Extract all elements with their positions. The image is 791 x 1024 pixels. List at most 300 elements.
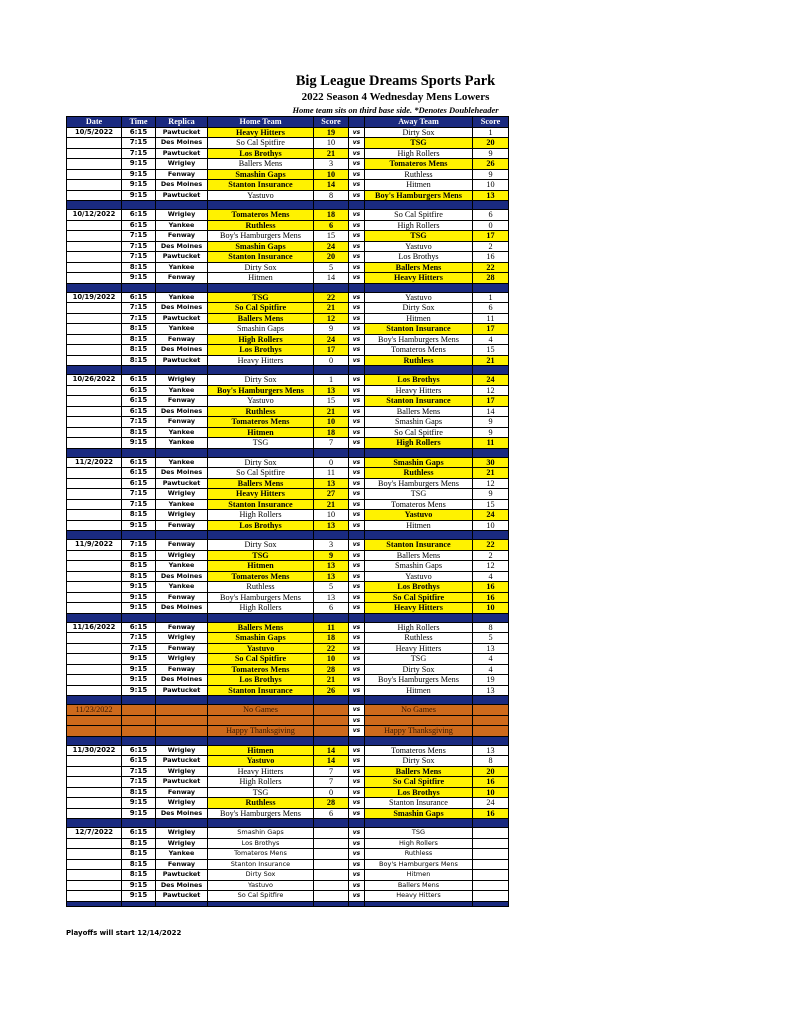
separator-cell bbox=[208, 366, 314, 375]
separator-cell bbox=[349, 696, 365, 705]
column-header: Replica bbox=[156, 117, 208, 128]
game-field: Wrigley bbox=[156, 375, 208, 386]
away-score: 21 bbox=[473, 355, 509, 366]
game-time: 7:15 bbox=[122, 148, 156, 159]
away-score: 9 bbox=[473, 169, 509, 180]
game-field: Pawtucket bbox=[156, 148, 208, 159]
home-team: Los Brothys bbox=[208, 675, 314, 686]
away-score: 0 bbox=[473, 220, 509, 231]
game-row bbox=[67, 664, 509, 675]
away-team: TSG bbox=[365, 489, 473, 500]
game-date bbox=[67, 510, 122, 521]
game-date: 10/26/2022 bbox=[67, 375, 122, 386]
away-score bbox=[473, 891, 509, 902]
home-team: Los Brothys bbox=[208, 148, 314, 159]
separator-cell bbox=[365, 201, 473, 210]
home-score: 13 bbox=[314, 520, 349, 531]
separator-cell bbox=[208, 448, 314, 457]
separator-cell bbox=[122, 901, 156, 906]
game-row bbox=[67, 355, 509, 366]
away-team: Hitmen bbox=[365, 520, 473, 531]
game-field: Fenway bbox=[156, 664, 208, 675]
game-field: Fenway bbox=[156, 417, 208, 428]
game-time: 9:15 bbox=[122, 685, 156, 696]
home-team: So Cal Spitfire bbox=[208, 654, 314, 665]
away-team: High Rollers bbox=[365, 838, 473, 849]
vs-label: vs bbox=[349, 766, 365, 777]
game-date: 10/5/2022 bbox=[67, 127, 122, 138]
away-score: 16 bbox=[473, 592, 509, 603]
away-team: Hitmen bbox=[365, 870, 473, 881]
game-date bbox=[67, 798, 122, 809]
game-date bbox=[67, 654, 122, 665]
home-team: Dirty Sox bbox=[208, 375, 314, 386]
vs-label: vs bbox=[349, 828, 365, 839]
holiday-cell bbox=[122, 726, 156, 737]
home-score: 18 bbox=[314, 427, 349, 438]
vs-label: vs bbox=[349, 427, 365, 438]
vs-label: vs bbox=[349, 870, 365, 881]
away-team: Los Brothys bbox=[365, 375, 473, 386]
game-row bbox=[67, 417, 509, 428]
separator-cell bbox=[208, 531, 314, 540]
game-row bbox=[67, 675, 509, 686]
away-score: 8 bbox=[473, 756, 509, 767]
home-team: So Cal Spitfire bbox=[208, 303, 314, 314]
game-time: 8:15 bbox=[122, 334, 156, 345]
game-field: Wrigley bbox=[156, 210, 208, 221]
home-score: 14 bbox=[314, 745, 349, 756]
vs-label: vs bbox=[349, 675, 365, 686]
home-score: 6 bbox=[314, 603, 349, 614]
home-team: Boy's Hamburgers Mens bbox=[208, 808, 314, 819]
holiday-text bbox=[365, 715, 473, 726]
home-team: Hitmen bbox=[208, 561, 314, 572]
game-time: 6:15 bbox=[122, 406, 156, 417]
vs-label: vs bbox=[349, 859, 365, 870]
home-score: 0 bbox=[314, 457, 349, 468]
away-score: 1 bbox=[473, 292, 509, 303]
vs-label: vs bbox=[349, 406, 365, 417]
game-row bbox=[67, 745, 509, 756]
game-row bbox=[67, 808, 509, 819]
game-time: 9:15 bbox=[122, 273, 156, 284]
away-score: 12 bbox=[473, 385, 509, 396]
game-row bbox=[67, 499, 509, 510]
game-date bbox=[67, 664, 122, 675]
away-team: Yastuvo bbox=[365, 292, 473, 303]
game-time: 9:15 bbox=[122, 159, 156, 170]
home-score: 15 bbox=[314, 231, 349, 242]
vs-label: vs bbox=[349, 891, 365, 902]
home-score: 26 bbox=[314, 685, 349, 696]
game-field: Fenway bbox=[156, 787, 208, 798]
away-team: So Cal Spitfire bbox=[365, 210, 473, 221]
home-score: 11 bbox=[314, 468, 349, 479]
away-team: TSG bbox=[365, 231, 473, 242]
game-date bbox=[67, 241, 122, 252]
game-date bbox=[67, 355, 122, 366]
separator-cell bbox=[314, 366, 349, 375]
home-team: Stanton Insurance bbox=[208, 252, 314, 263]
game-date bbox=[67, 478, 122, 489]
vs-label: vs bbox=[349, 262, 365, 273]
away-team: Stanton Insurance bbox=[365, 324, 473, 335]
away-score: 30 bbox=[473, 457, 509, 468]
home-score: 22 bbox=[314, 292, 349, 303]
holiday-date bbox=[67, 726, 122, 737]
vs-label: vs bbox=[349, 252, 365, 263]
game-field: Fenway bbox=[156, 231, 208, 242]
separator-cell bbox=[365, 448, 473, 457]
home-team: Boy's Hamburgers Mens bbox=[208, 385, 314, 396]
away-score: 13 bbox=[473, 685, 509, 696]
away-score: 22 bbox=[473, 262, 509, 273]
home-team: Yastuvo bbox=[208, 756, 314, 767]
away-score: 4 bbox=[473, 571, 509, 582]
separator-cell bbox=[67, 736, 122, 745]
away-team: TSG bbox=[365, 828, 473, 839]
game-field: Wrigley bbox=[156, 159, 208, 170]
game-date bbox=[67, 159, 122, 170]
away-team: High Rollers bbox=[365, 148, 473, 159]
separator-cell bbox=[208, 901, 314, 906]
vs-label: vs bbox=[349, 355, 365, 366]
vs-label: vs bbox=[349, 592, 365, 603]
away-score: 10 bbox=[473, 787, 509, 798]
home-score: 12 bbox=[314, 313, 349, 324]
away-score: 2 bbox=[473, 550, 509, 561]
game-row bbox=[67, 603, 509, 614]
away-score: 17 bbox=[473, 324, 509, 335]
separator-cell bbox=[365, 283, 473, 292]
game-row bbox=[67, 510, 509, 521]
week-separator bbox=[67, 366, 509, 375]
game-row bbox=[67, 127, 509, 138]
away-team: TSG bbox=[365, 654, 473, 665]
game-date bbox=[67, 313, 122, 324]
game-field: Des Moines bbox=[156, 571, 208, 582]
home-team: Boy's Hamburgers Mens bbox=[208, 231, 314, 242]
game-date bbox=[67, 550, 122, 561]
game-date: 10/12/2022 bbox=[67, 210, 122, 221]
game-row bbox=[67, 438, 509, 449]
game-field: Wrigley bbox=[156, 510, 208, 521]
game-time: 8:15 bbox=[122, 859, 156, 870]
separator-cell bbox=[314, 283, 349, 292]
vs-label: vs bbox=[349, 231, 365, 242]
home-score: 18 bbox=[314, 210, 349, 221]
game-row bbox=[67, 777, 509, 788]
game-time: 6:15 bbox=[122, 375, 156, 386]
away-team: Tomateros Mens bbox=[365, 745, 473, 756]
away-team: Hitmen bbox=[365, 313, 473, 324]
away-score bbox=[473, 880, 509, 891]
home-score: 28 bbox=[314, 798, 349, 809]
game-time: 8:15 bbox=[122, 262, 156, 273]
home-team: Hitmen bbox=[208, 273, 314, 284]
away-team: Yastuvo bbox=[365, 241, 473, 252]
game-field: Yankee bbox=[156, 849, 208, 860]
home-team: Dirty Sox bbox=[208, 540, 314, 551]
vs-label: vs bbox=[349, 127, 365, 138]
away-team: Boy's Hamburgers Mens bbox=[365, 334, 473, 345]
holiday-cell bbox=[314, 715, 349, 726]
separator-cell bbox=[473, 819, 509, 828]
home-team: Stanton Insurance bbox=[208, 859, 314, 870]
away-score: 10 bbox=[473, 603, 509, 614]
separator-cell bbox=[365, 696, 473, 705]
away-score: 9 bbox=[473, 148, 509, 159]
holiday-cell bbox=[314, 726, 349, 737]
game-row bbox=[67, 252, 509, 263]
game-time: 6:15 bbox=[122, 127, 156, 138]
home-score: 24 bbox=[314, 241, 349, 252]
home-score: 6 bbox=[314, 808, 349, 819]
column-header: Date bbox=[67, 117, 122, 128]
game-field: Wrigley bbox=[156, 838, 208, 849]
away-score: 15 bbox=[473, 345, 509, 356]
week-separator bbox=[67, 736, 509, 745]
home-team: Smashin Gaps bbox=[208, 169, 314, 180]
away-score: 20 bbox=[473, 766, 509, 777]
game-date bbox=[67, 334, 122, 345]
vs-label: vs bbox=[349, 550, 365, 561]
vs-label: vs bbox=[349, 808, 365, 819]
vs-label: vs bbox=[349, 375, 365, 386]
holiday-date: 11/23/2022 bbox=[67, 705, 122, 716]
vs-label: vs bbox=[349, 396, 365, 407]
separator-cell bbox=[365, 613, 473, 622]
game-time: 8:15 bbox=[122, 787, 156, 798]
game-row bbox=[67, 313, 509, 324]
footer-note: Playoffs will start 12/14/2022 bbox=[66, 929, 182, 937]
away-team: High Rollers bbox=[365, 622, 473, 633]
separator-cell bbox=[67, 613, 122, 622]
separator-cell bbox=[67, 283, 122, 292]
home-score: 24 bbox=[314, 334, 349, 345]
game-time: 6:15 bbox=[122, 210, 156, 221]
separator-cell bbox=[122, 819, 156, 828]
separator-cell bbox=[156, 448, 208, 457]
game-field: Pawtucket bbox=[156, 756, 208, 767]
game-time: 6:15 bbox=[122, 292, 156, 303]
game-time: 7:15 bbox=[122, 138, 156, 149]
week-separator bbox=[67, 613, 509, 622]
home-score: 3 bbox=[314, 540, 349, 551]
game-field: Yankee bbox=[156, 262, 208, 273]
away-team: So Cal Spitfire bbox=[365, 592, 473, 603]
away-team: Tomateros Mens bbox=[365, 345, 473, 356]
separator-cell bbox=[122, 366, 156, 375]
separator-cell bbox=[314, 901, 349, 906]
game-time: 7:15 bbox=[122, 489, 156, 500]
home-score: 14 bbox=[314, 273, 349, 284]
away-score: 9 bbox=[473, 417, 509, 428]
game-time: 6:15 bbox=[122, 745, 156, 756]
away-team: Heavy Hitters bbox=[365, 643, 473, 654]
holiday-cell bbox=[122, 715, 156, 726]
game-time: 8:15 bbox=[122, 355, 156, 366]
away-score: 2 bbox=[473, 241, 509, 252]
game-date bbox=[67, 252, 122, 263]
vs-label: vs bbox=[349, 756, 365, 767]
separator-cell bbox=[156, 819, 208, 828]
week-separator bbox=[67, 901, 509, 906]
home-team: TSG bbox=[208, 550, 314, 561]
game-date bbox=[67, 417, 122, 428]
home-score: 18 bbox=[314, 633, 349, 644]
game-date: 12/7/2022 bbox=[67, 828, 122, 839]
away-score: 12 bbox=[473, 478, 509, 489]
game-field: Yankee bbox=[156, 457, 208, 468]
home-team: Yastuvo bbox=[208, 643, 314, 654]
game-time: 8:15 bbox=[122, 427, 156, 438]
vs-label: vs bbox=[349, 345, 365, 356]
game-field: Wrigley bbox=[156, 633, 208, 644]
game-date bbox=[67, 766, 122, 777]
game-field: Fenway bbox=[156, 396, 208, 407]
away-score: 16 bbox=[473, 582, 509, 593]
separator-cell bbox=[473, 366, 509, 375]
away-score: 4 bbox=[473, 654, 509, 665]
game-row bbox=[67, 159, 509, 170]
away-team: Dirty Sox bbox=[365, 664, 473, 675]
home-team: Stanton Insurance bbox=[208, 685, 314, 696]
game-time: 9:15 bbox=[122, 675, 156, 686]
game-field: Yankee bbox=[156, 324, 208, 335]
vs-label: vs bbox=[349, 510, 365, 521]
vs-label: vs bbox=[349, 489, 365, 500]
game-date bbox=[67, 324, 122, 335]
game-time: 6:15 bbox=[122, 756, 156, 767]
home-team: Heavy Hitters bbox=[208, 766, 314, 777]
home-team: Ballers Mens bbox=[208, 622, 314, 633]
vs-label: vs bbox=[349, 787, 365, 798]
vs-label: vs bbox=[349, 468, 365, 479]
vs-label: vs bbox=[349, 520, 365, 531]
game-field: Pawtucket bbox=[156, 478, 208, 489]
game-time: 7:15 bbox=[122, 766, 156, 777]
game-time: 9:15 bbox=[122, 798, 156, 809]
separator-cell bbox=[365, 901, 473, 906]
home-score: 15 bbox=[314, 396, 349, 407]
away-score: 11 bbox=[473, 438, 509, 449]
away-team: Ballers Mens bbox=[365, 880, 473, 891]
home-team: Yastuvo bbox=[208, 190, 314, 201]
vs-label: vs bbox=[349, 292, 365, 303]
game-row bbox=[67, 766, 509, 777]
home-score: 0 bbox=[314, 787, 349, 798]
game-row bbox=[67, 859, 509, 870]
vs-label: vs bbox=[349, 190, 365, 201]
game-date bbox=[67, 438, 122, 449]
separator-cell bbox=[314, 448, 349, 457]
vs-label: vs bbox=[349, 148, 365, 159]
separator-cell bbox=[122, 736, 156, 745]
game-row bbox=[67, 427, 509, 438]
game-date bbox=[67, 489, 122, 500]
away-score: 9 bbox=[473, 489, 509, 500]
separator-cell bbox=[156, 901, 208, 906]
game-time: 6:15 bbox=[122, 468, 156, 479]
week-separator bbox=[67, 448, 509, 457]
game-time: 8:15 bbox=[122, 571, 156, 582]
away-team: Smashin Gaps bbox=[365, 808, 473, 819]
vs-label: vs bbox=[349, 880, 365, 891]
week-separator bbox=[67, 201, 509, 210]
home-team: So Cal Spitfire bbox=[208, 138, 314, 149]
away-score: 13 bbox=[473, 190, 509, 201]
away-score: 24 bbox=[473, 510, 509, 521]
game-field: Wrigley bbox=[156, 489, 208, 500]
home-score: 11 bbox=[314, 622, 349, 633]
away-score: 24 bbox=[473, 798, 509, 809]
game-date: 11/2/2022 bbox=[67, 457, 122, 468]
separator-cell bbox=[473, 283, 509, 292]
away-team: So Cal Spitfire bbox=[365, 777, 473, 788]
game-row bbox=[67, 592, 509, 603]
away-team: TSG bbox=[365, 138, 473, 149]
home-team: Dirty Sox bbox=[208, 262, 314, 273]
home-team: Ballers Mens bbox=[208, 478, 314, 489]
holiday-text: No Games bbox=[365, 705, 473, 716]
home-team: Los Brothys bbox=[208, 520, 314, 531]
game-date bbox=[67, 571, 122, 582]
away-score: 17 bbox=[473, 231, 509, 242]
game-field: Fenway bbox=[156, 273, 208, 284]
away-score: 8 bbox=[473, 622, 509, 633]
game-date bbox=[67, 787, 122, 798]
game-field: Des Moines bbox=[156, 303, 208, 314]
away-team: Stanton Insurance bbox=[365, 540, 473, 551]
away-team: Boy's Hamburgers Mens bbox=[365, 859, 473, 870]
game-row bbox=[67, 292, 509, 303]
home-team: Heavy Hitters bbox=[208, 355, 314, 366]
separator-cell bbox=[67, 201, 122, 210]
home-team: Dirty Sox bbox=[208, 870, 314, 881]
home-team: Ruthless bbox=[208, 220, 314, 231]
vs-label: vs bbox=[349, 849, 365, 860]
game-date bbox=[67, 138, 122, 149]
home-score: 17 bbox=[314, 345, 349, 356]
vs-label: vs bbox=[349, 622, 365, 633]
schedule-body bbox=[67, 127, 509, 906]
game-row bbox=[67, 334, 509, 345]
separator-cell bbox=[156, 283, 208, 292]
home-team: Tomateros Mens bbox=[208, 664, 314, 675]
home-score: 7 bbox=[314, 777, 349, 788]
away-team: Ballers Mens bbox=[365, 262, 473, 273]
away-score: 24 bbox=[473, 375, 509, 386]
game-date bbox=[67, 777, 122, 788]
vs-label: vs bbox=[349, 726, 365, 737]
game-date bbox=[67, 262, 122, 273]
game-date bbox=[67, 468, 122, 479]
home-score: 10 bbox=[314, 169, 349, 180]
game-date bbox=[67, 633, 122, 644]
away-team: High Rollers bbox=[365, 438, 473, 449]
home-score: 13 bbox=[314, 478, 349, 489]
game-field: Pawtucket bbox=[156, 190, 208, 201]
holiday-date bbox=[67, 715, 122, 726]
home-team: Boy's Hamburgers Mens bbox=[208, 592, 314, 603]
game-row bbox=[67, 838, 509, 849]
game-date bbox=[67, 231, 122, 242]
holiday-cell bbox=[156, 705, 208, 716]
away-score: 19 bbox=[473, 675, 509, 686]
game-time: 9:15 bbox=[122, 180, 156, 191]
